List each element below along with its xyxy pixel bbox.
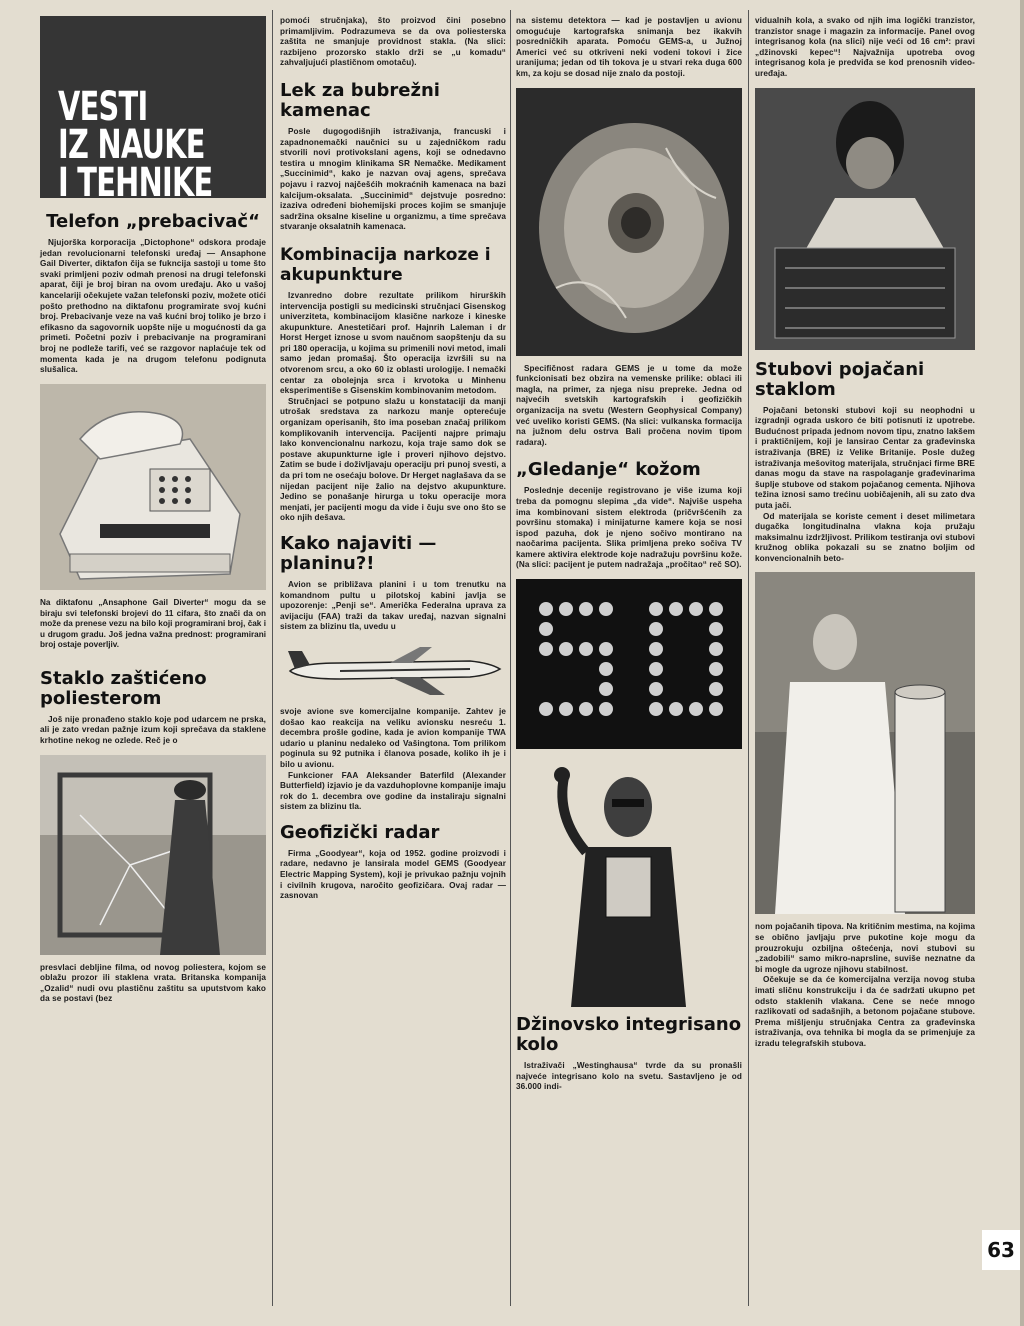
article-kombinacija-2: Stručnjaci se potpuno slažu u konstataciji da manji utrošak sredstava za narkozu manje opterećuje organizam operisanih, što ima poseban značaj prilikom komplikovanih intervencija. Pacijenti najpre primaju lako konvencionalnu narkozu, koja traje samo dok se postave akupunkturne igle i proveri njihovo dejstvo. Zatim se bude i doživljavaju operaciju pri punoj svesti, a da pri tom ne osećaju bolove. Dr Herget naglašava da se nijedan pacijent nije žalio na dejstvo akupunkture. Jedino se ponašanje hirurga u toku operacije mora menjati, jer pacijenti mogu da vide i čuju sve ono što se oko njih dešava. <box>280 396 506 523</box>
article-gems: Specifičnost radara GEMS je u tome da može funkcionisati bez obzira na vemenske prilike: oblaci ili magla, na primer, za njega nisu prepreke. Jedna od najvećih svetskih kartografskih i geofizičkih organizacija na svetu (Western Geophysical Company) već uveliko koristi GEMS. (Na slici: vulkanska formacija na južnom delu ostrva Bali pročena novim tipom radara). <box>516 363 742 447</box>
photo-airplane <box>280 641 506 699</box>
headline-dzinovsko: Džinovsko integrisano kolo <box>516 1014 742 1056</box>
article-staklo: Još nije pronađeno staklo koje pod udarcem ne prska, ali je zato vredan pažnje izum koji sprečava da staklene krhotine nekog ne ozlede. Reč je o <box>40 714 266 746</box>
headline-planina: Kako najaviti — planinu?! <box>280 532 437 574</box>
article-lek: Posle dugogodišnjih istraživanja, francuski i zapadnonemački naučnici su u zajedničkom radu stvorili novi protivokslani agens, koji se odnedavno testira u mnogim klinikama SR Nemačke. Medikament „Succinimid“, kako je nazvan ovaj agens, sprečava pojavu i razvoj najčešćih mokraćnih kamenaca na bazi kalcijum-oksalata. „Succinimid“ dejstvuje posredno: izaziva određeni biohemijski proces kojim se smanjuje sadržina oksalne kiseline u organizmu, a time sprečava stvaranje oksalatnih kamenaca. <box>280 126 506 232</box>
masthead-title: VESTI IZ NAUKE I TEHNIKE <box>58 84 213 206</box>
headline-lek: Lek za bubrežni kamenac <box>280 79 440 121</box>
article-dzinovsko-cont: vidualnih kola, a svako od njih ima logički tranzistor, tranzistor snage i magazin za informacije. Panel ovog integrisanog kola (na slici) nije veći od 16 cm²: pravi „džinovski kepec“! Najvažnija upotreba ovog integrisanog kola je predviđa se kod prenosnih video-uređaja. <box>755 16 975 78</box>
article-stubovi-3: nom pojačanih tipova. Na kritičnim mestima, na kojima se obično javljaju prve pukotine koje mogu da prouzrokuju ozbiljna oštećenja, novi stubovi su „zadobili“ samo mikro-naprsline, suviše neznatne da bi mogle da ugroze njihovu stabilnost. <box>755 922 975 974</box>
headline-gledanje: „Gledanje“ kožom <box>516 459 701 481</box>
masthead <box>40 16 266 206</box>
article-kombinacija: Izvanredno dobre rezultate prilikom hirurških intervencija postigli su medicinski stručnjaci Gisenskog univerziteta, kombinacijom klasične narkoze i kineske akupunkture. Anestetičari prof. Hajnrih Laleman i dr Horst Herget iznose u svom naučnom saopštenju da su pri 180 operacija, u kojima su primenili novi metod, imali samo jedan promašaj. Što operacija izvršili su na otvorenom srcu, a oko 60 iz oblasti urologije. I nemački centar za obolejnja srca i krvotoka u Minhenu eksperimentiše s Gisenskim kombinovanim metodom. <box>280 290 506 396</box>
article-dzinovsko: Istraživači „Westinghausa“ tvrde da su pronašli najveće integrisano kolo na svetu. Sastavljeno je od 36.000 indi- <box>516 1061 742 1092</box>
photo-integrated-circuit <box>755 88 975 350</box>
article-planina-3: Funkcioner FAA Aleksander Baterfild (Alexander Butterfield) izjavio je da vazduhoplovne kompanije imaju rok do 1. decembra ove godine da instaliraju signalni sistem za blizinu tla. <box>280 770 506 812</box>
caption-phone: Na diktafonu „Ansaphone Gail Diverter“ mogu da se biraju svi telefonski brojevi do 11 cifara, što znači da on može da prenese vezu na bilo koji programirani broj, čak i u drugom gradu. Još jedna važna prednost: programirani broj ostaje poverljiv. <box>40 597 266 650</box>
column-1 <box>40 6 266 1005</box>
article-planina-2: svoje avione sve komercijalne kompanije. Zahtev je došao kao reakcija na veliku avionsku nesreću 1. decembra prošle godine, kada je avion kompanije TWA udario u planinu nedaleko od Vašingtona. Tom prilikom poginula su 92 putnika i članova posade, koliko ih je i bilo u avionu. <box>280 706 506 769</box>
article-stubovi: Pojačani betonski stubovi koji su neophodni u izgradnji ograda uskoro će biti potisnuti iz upotrebe. Budućnost pripada jednom novom tipu, znatno lakšem i praktičnijem, koji je lansirao Centar za građevinska istraživanja (BRE) iz Velike Britanije. Posle dužeg istraživanja mešovitog materijala, stručnjaci firme BRE danas mogu da stave na raspolaganje građevinarima šuplje stubove od stakom pojačanog cementa. Njihova težina iznosi samo trećinu uobičajenih, ali su zato dva puta jači. <box>755 405 975 510</box>
photo-pillar-man <box>755 572 975 914</box>
photo-patient <box>516 757 742 1007</box>
photo-phone <box>40 384 266 590</box>
article-geofizicki: Firma „Goodyear“, koja od 1952. godine proizvodi i radare, nedavno je lansirala model GEMS (Goodyear Electric Mapping System), koji je privukao pažnju vojnih i civilnih krugova, naročito geofizičara. Ovaj radar — zasnovan <box>280 848 506 901</box>
page-edge <box>1020 0 1024 1326</box>
photo-glass <box>40 755 266 955</box>
article-stubovi-4: Očekuje se da će komercijalna verzija novog stuba imati sličnu konstrukciju i da će sadržati ukupno pet odsto staklenih vlakana. Cene se neće mnogo razlikovati od sadašnjih, a betonom pojačane stubove. Prema mišljenju stručnjaka Centra za građevinska istraživanja, ova tehnika bi mogla da se primenjuje za izradu telegrafskih stubova. <box>755 975 975 1048</box>
headline-geofizicki: Geofizički radar <box>280 821 440 843</box>
article-staklo-cont: presvlaci debljine filma, od novog poliestera, kojom se oblažu prozor ili staklena vrata. Britanska kompanija „Ozalid“ nudi ovu plastičnu zaštitu sa uputstvom kako da se postavi (bez <box>40 962 266 1004</box>
article-staklo-end: pomoći stručnjaka), što proizvod čini posebno primamljivim. Podrazumeva se da ova poliesterska zaštita ne smanjuje providnost stakla. (Na slici: razbijeno prozorsko staklo drži se „u komadu“ zahvaljujući plastičnom omotaču). <box>280 16 506 68</box>
headline-staklo: Staklo zaštićeno poliesterom <box>40 667 207 709</box>
headline-kombinacija: Kombinacija narkoze i akupunkture <box>280 244 491 285</box>
photo-radar-volcano <box>516 88 742 356</box>
column-4 <box>755 6 975 1050</box>
page-number: 63 <box>982 1230 1020 1270</box>
article-gledanje: Poslednje decenije registrovano je više izuma koji treba da pomognu slepima „da vide“. Najviše uspeha ima kombinovani sistem elektroda (pričvršćenih za površinu stomaka) i minijaturne kamere koja se nosi ispod pazuha, dok je njeno sočivo montirano na naočarima pacijenta. Slika primljena preko sočiva TV kamere aktivira elektrode koje nadražuju površinu kože. (Na slici: pacijent je putem nadražaja „pročitao“ reč SO). <box>516 486 742 570</box>
article-stubovi-2: Od materijala se koriste cement i deset milimetara dugačka longitudinalna vlakna koja pružaju maksimalnu izdržljivost. Prilikom testiranja ovi stubovi kružnog oblika pokazali su se znatno boljim od konvencionalnih beto- <box>755 511 975 563</box>
article-telefon: Njujorška korporacija „Dictophone“ odskora prodaje jedan revolucionarni telefonski uređaj — Ansaphone Gail Diverter, diktafon čija se fukncija sastoji u tome što svaki primljeni poziv odmah prenosi na drugi telefonski aparat, čiji je broj biran na ovom uređaju. Ako u vašoj kancelariji očekujete važan telefonski poziv, možete otići pošto prethodno na diktafonu programirate svoj kućni broj. Prebacivanje veze na vaš kućni broj toliko je brzo i efikasno da sagovornik uopšte nije u mogućnosti da ga primeti. Početni poziv i prebacivanje na programirani broj ne podleže tarifi, već se razgovor naplaćuje tek od momenta kada je na drugom telefonu podignuta slušalica. <box>40 238 266 375</box>
photo-so-display <box>516 579 742 749</box>
article-planina: Avion se približava planini i u tom trenutku na komandnom pultu u pilotskoj kabini javlja se upozorenje: „Penji se“. Američka Federalna uprava za avijaciju (FAA) traži da takav uređaj, nazvan signalni sistem za blizinu tla, uvedu u <box>280 579 506 632</box>
headline-stubovi: Stubovi pojačani staklom <box>755 358 925 400</box>
column-2 <box>280 6 506 902</box>
column-3 <box>516 6 742 1093</box>
headline-telefon: Telefon „prebacivač“ <box>46 211 260 232</box>
article-geo-cont: na sistemu detektora — kad je postavljen u avionu omogućuje kartografska snimanja bez ikakvih posredničkih aparata. Pomoću GEMS-a, u Južnoj Americi već su otkriveni neki vodeni tokovi i žice uranijuma; jedan od tih tokova je u stvari reka duga 600 km, za koju se dosad nije znalo da postoji. <box>516 16 742 78</box>
